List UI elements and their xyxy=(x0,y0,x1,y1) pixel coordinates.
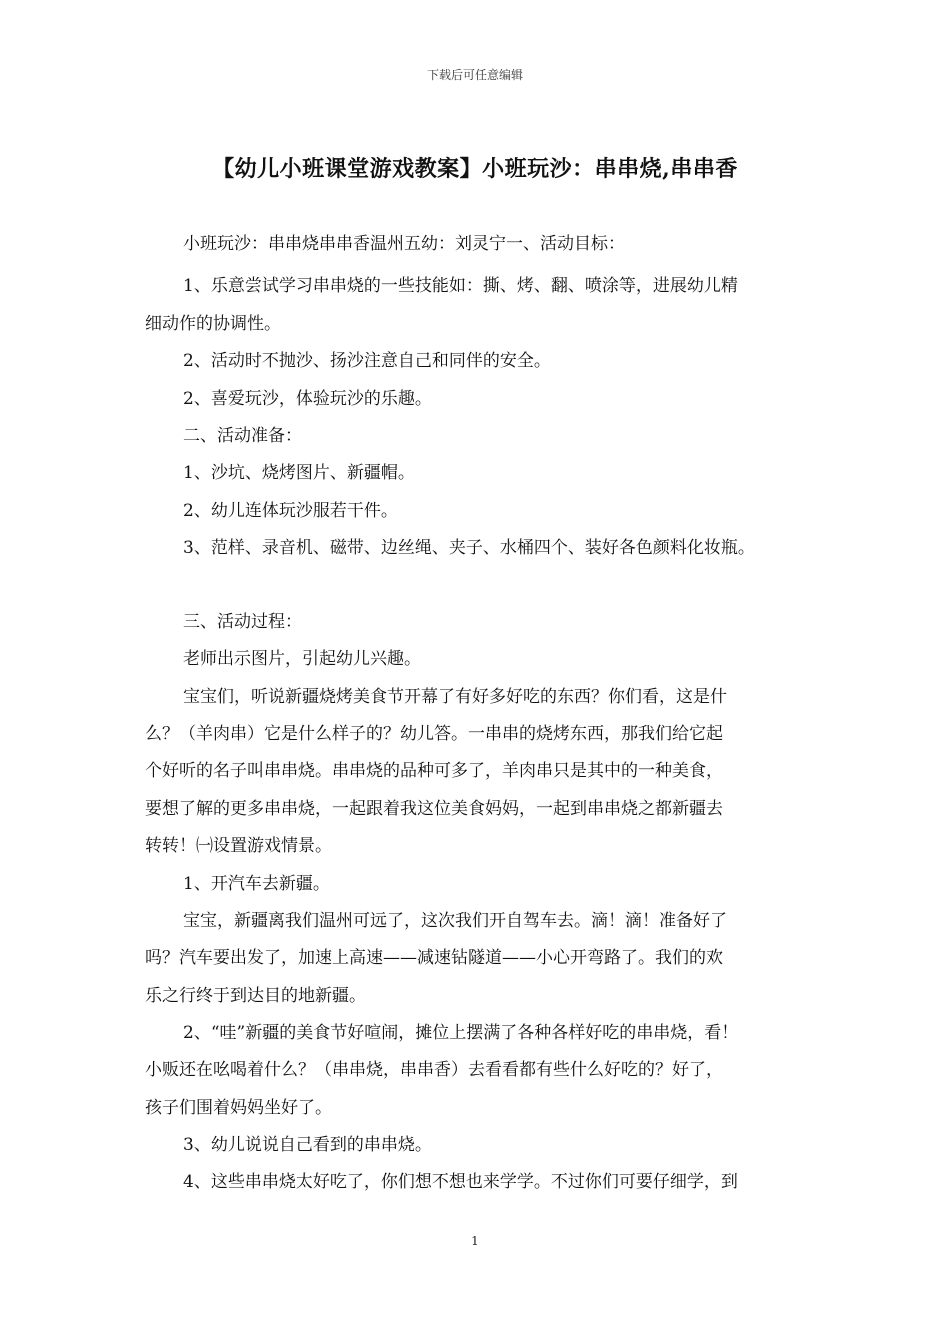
paragraph-line: 3、范样、录音机、磁带、边丝绳、夹子、水桶四个、装好各色颜料化妆瓶。 xyxy=(183,538,755,558)
paragraph-line: 三、活动过程： xyxy=(183,612,302,632)
paragraph-line: 转转！㈠设置游戏情景。 xyxy=(145,836,332,856)
paragraph-line: 老师出示图片，引起幼儿兴趣。 xyxy=(183,649,421,669)
paragraph-line: 乐之行终于到达目的地新疆。 xyxy=(145,986,366,1006)
paragraph-line: 个好听的名子叫串串烧。串串烧的品种可多了，羊肉串只是其中的一种美食， xyxy=(145,761,723,781)
paragraph-line: 宝宝们，听说新疆烧烤美食节开幕了有好多好吃的东西？你们看，这是什 xyxy=(183,687,727,707)
paragraph-line: 要想了解的更多串串烧，一起跟着我这位美食妈妈，一起到串串烧之都新疆去 xyxy=(145,799,723,819)
paragraph-line: 孩子们围着妈妈坐好了。 xyxy=(145,1098,332,1118)
paragraph-line: 小贩还在吆喝着什么？（串串烧，串串香）去看看都有些什么好吃的？好了， xyxy=(145,1060,723,1080)
paragraph-line: 4、这些串串烧太好吃了，你们想不想也来学学。不过你们可要仔细学，到 xyxy=(183,1172,738,1192)
paragraph-line: 宝宝，新疆离我们温州可远了，这次我们开自驾车去。滴！滴！准备好了 xyxy=(183,911,727,931)
paragraph-line: 1、沙坑、烧烤图片、新疆帽。 xyxy=(183,463,415,483)
page-number: 1 xyxy=(471,1234,479,1248)
paragraph-line: 细动作的协调性。 xyxy=(145,314,281,334)
paragraph-line: 2、活动时不抛沙、扬沙注意自己和同伴的安全。 xyxy=(183,351,551,371)
paragraph-line: 3、幼儿说说自己看到的串串烧。 xyxy=(183,1135,432,1155)
paragraph-line: 二、活动准备： xyxy=(183,426,302,446)
document-title: 【幼儿小班课堂游戏教案】小班玩沙：串串烧,串串香 xyxy=(212,156,738,182)
paragraph-line: 2、幼儿连体玩沙服若干件。 xyxy=(183,501,398,521)
paragraph-line: 么？（羊肉串）它是什么样子的？幼儿答。一串串的烧烤东西，那我们给它起 xyxy=(145,724,723,744)
paragraph-line: 小班玩沙：串串烧串串香温州五幼：刘灵宁一、活动目标： xyxy=(183,234,625,254)
paragraph-line: 吗？汽车要出发了，加速上高速——减速钻隧道——小心开弯路了。我们的欢 xyxy=(145,948,723,968)
paragraph-line: 2、“哇”新疆的美食节好喧闹，摊位上摆满了各种各样好吃的串串烧，看！ xyxy=(183,1023,739,1043)
paragraph-line: 2、喜爱玩沙，体验玩沙的乐趣。 xyxy=(183,389,432,409)
paragraph-line: 1、乐意尝试学习串串烧的一些技能如：撕、烤、翻、喷涂等，进展幼儿精 xyxy=(183,276,738,296)
header-note: 下载后可任意编辑 xyxy=(426,68,523,82)
paragraph-line: 1、开汽车去新疆。 xyxy=(183,874,330,894)
